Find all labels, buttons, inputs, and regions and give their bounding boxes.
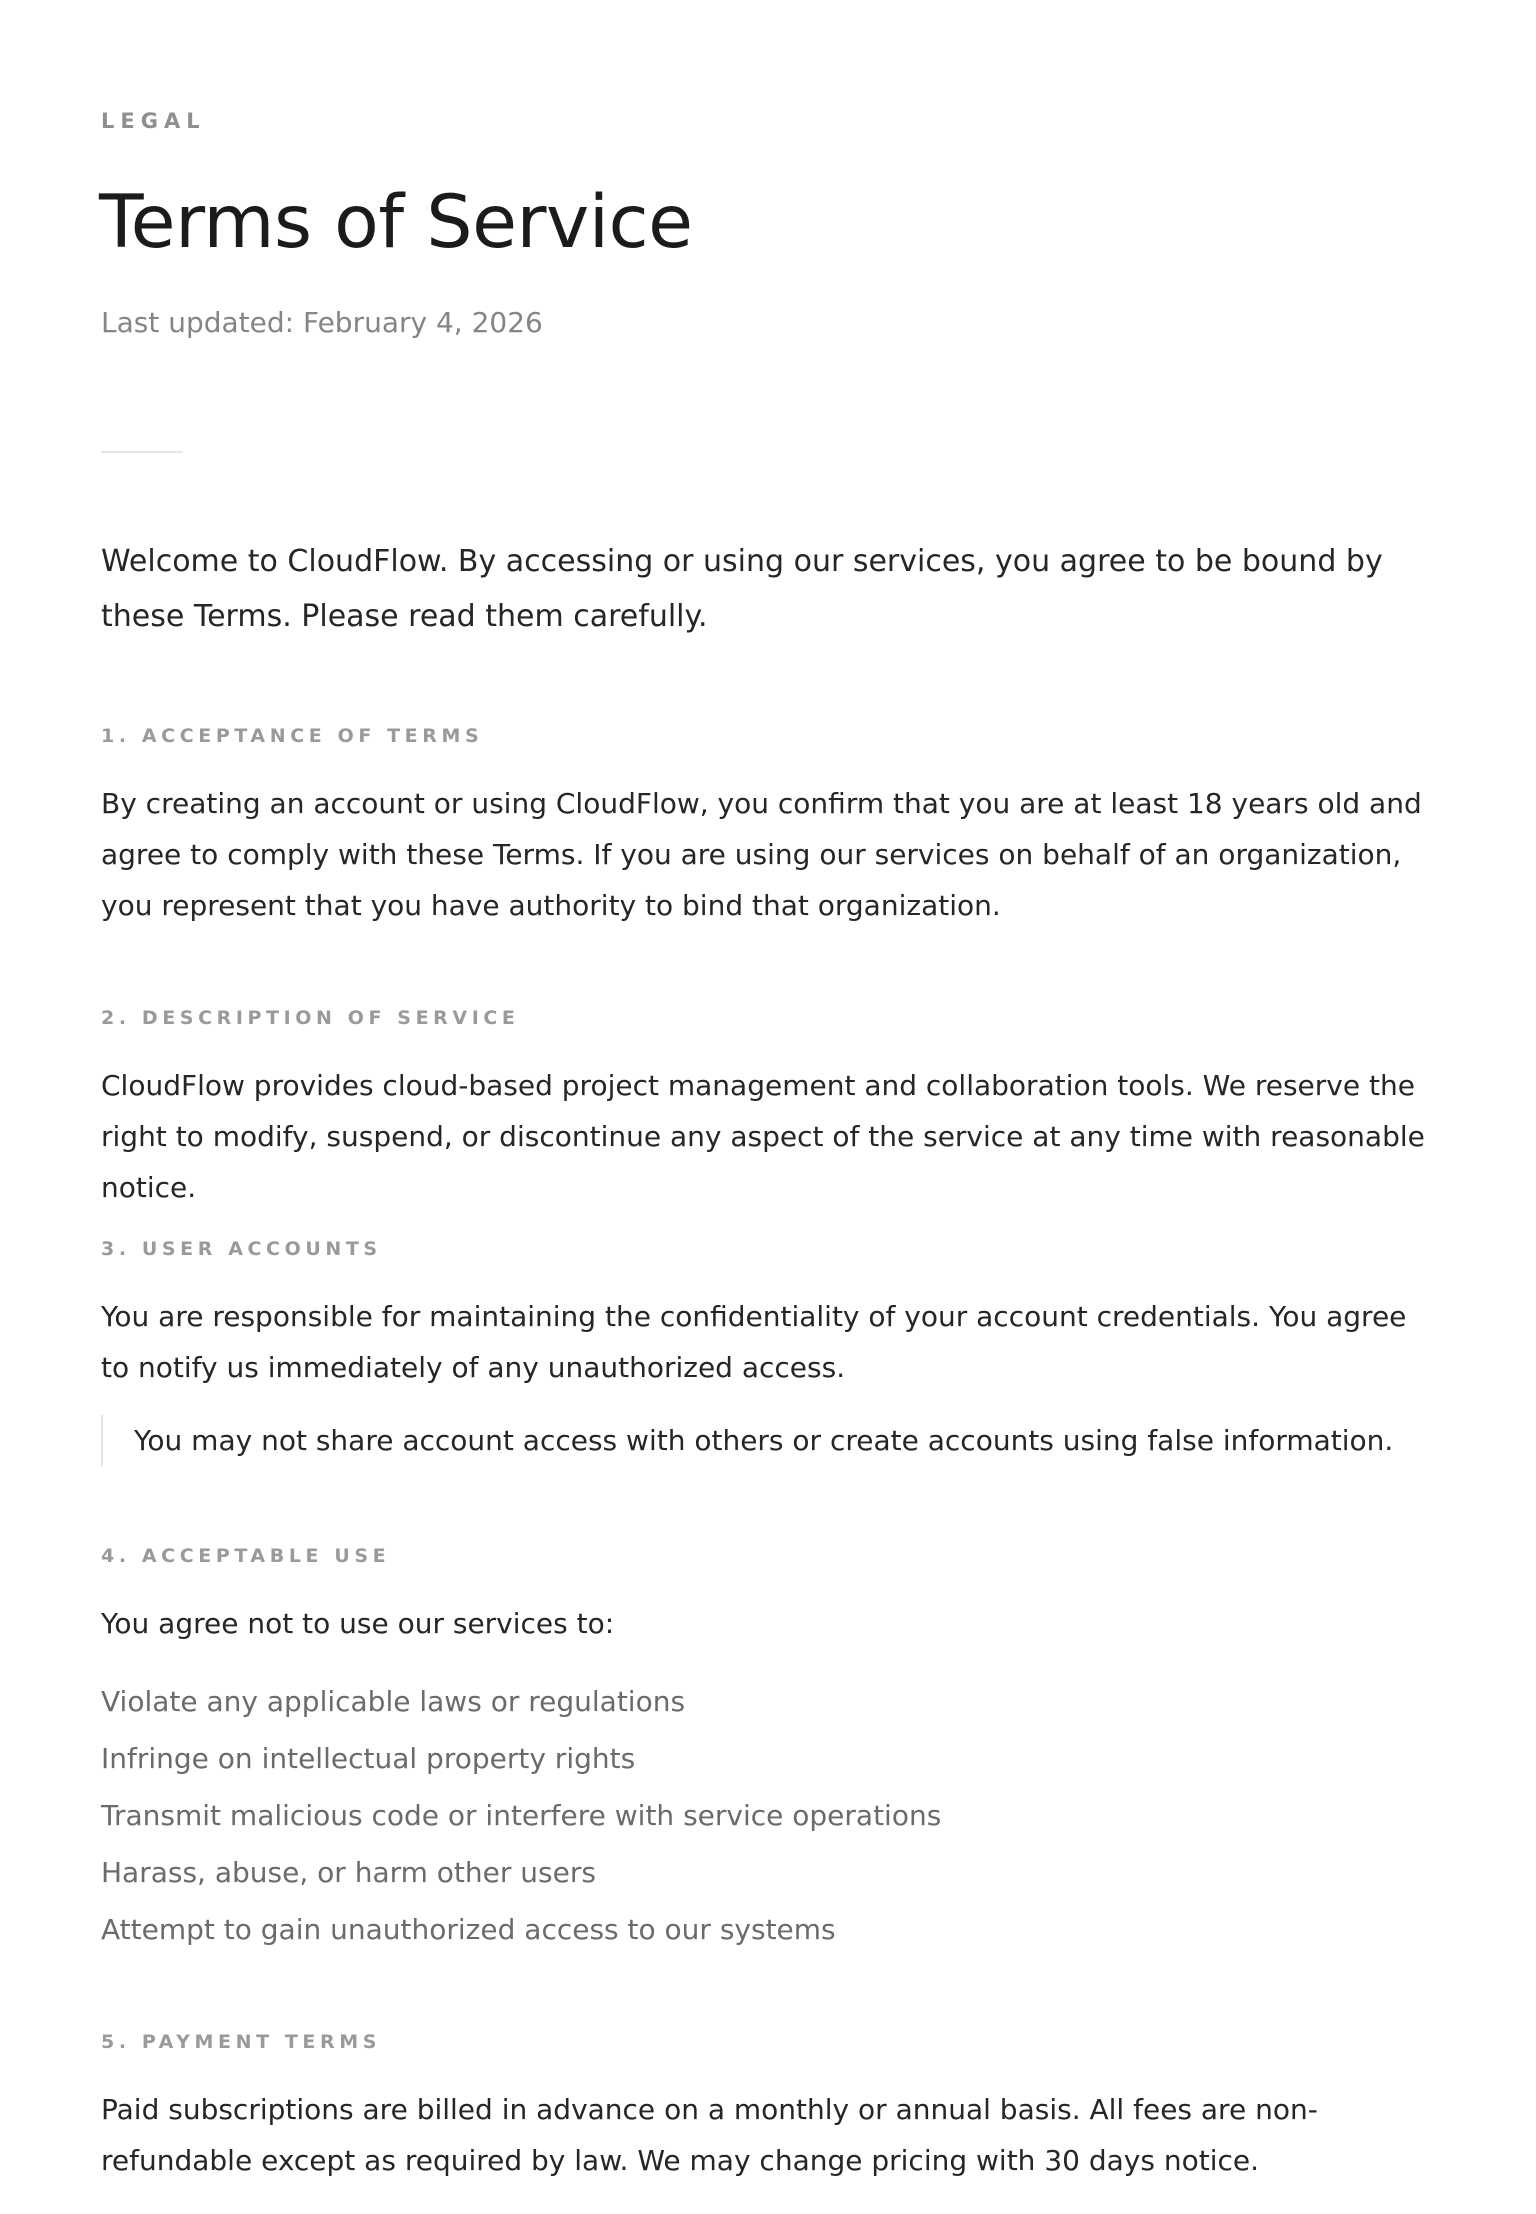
section-user-accounts [101,1237,1441,1466]
section-heading: 2. DESCRIPTION OF SERVICE [101,1007,520,1029]
section-body: You are responsible for maintaining the confidentiality of your account credentials. You agree to notify us immediately of any unauthorized access. [101,1300,1407,1384]
list-item: Harass, abuse, or harm other users [101,1856,596,1889]
section-heading: 5. PAYMENT TERMS [101,2031,382,2053]
section-heading: 4. ACCEPTABLE USE [101,1545,391,1567]
page-title: Terms of Service [99,180,693,265]
list-item: Infringe on intellectual property rights [101,1742,636,1775]
section-callout: You may not share account access with others or create accounts using false information. [101,1415,1441,1466]
acceptable-use-list [101,1673,1441,1958]
section-acceptance-of-terms [101,724,1441,931]
section-heading: 3. USER ACCOUNTS [101,1238,382,1260]
page-eyebrow: LEGAL [101,109,206,133]
list-item: Transmit malicious code or interfere with service operations [101,1799,942,1832]
section-payment-terms [101,2030,1441,2186]
section-description-of-service [101,1006,1441,1213]
section-acceptable-use [101,1544,1441,1958]
header-divider [101,451,183,453]
section-body: By creating an account or using CloudFlow, you confirm that you are at least 18 years old and agree to comply with these Terms. If you are using our services on behalf of an organization, you represent that you have authority to bind that organization. [101,787,1422,922]
section-body: Paid subscriptions are billed in advance on a monthly or annual basis. All fees are non-refundable except as required by law. We may change pricing with 30 days notice. [101,2093,1318,2177]
list-item: Violate any applicable laws or regulations [101,1685,686,1718]
list-item: Attempt to gain unauthorized access to our systems [101,1913,836,1946]
section-body: CloudFlow provides cloud-based project management and collaboration tools. We reserve the right to modify, suspend, or discontinue any aspect of the service at any time with reasonable notice. [101,1069,1425,1204]
section-heading: 1. ACCEPTANCE OF TERMS [101,725,484,747]
section-body: You agree not to use our services to: [101,1607,615,1640]
intro-paragraph: Welcome to CloudFlow. By accessing or using our services, you agree to be bound by these Terms. Please read them carefully. [101,544,1383,634]
last-updated-text: Last updated: February 4, 2026 [101,306,543,339]
